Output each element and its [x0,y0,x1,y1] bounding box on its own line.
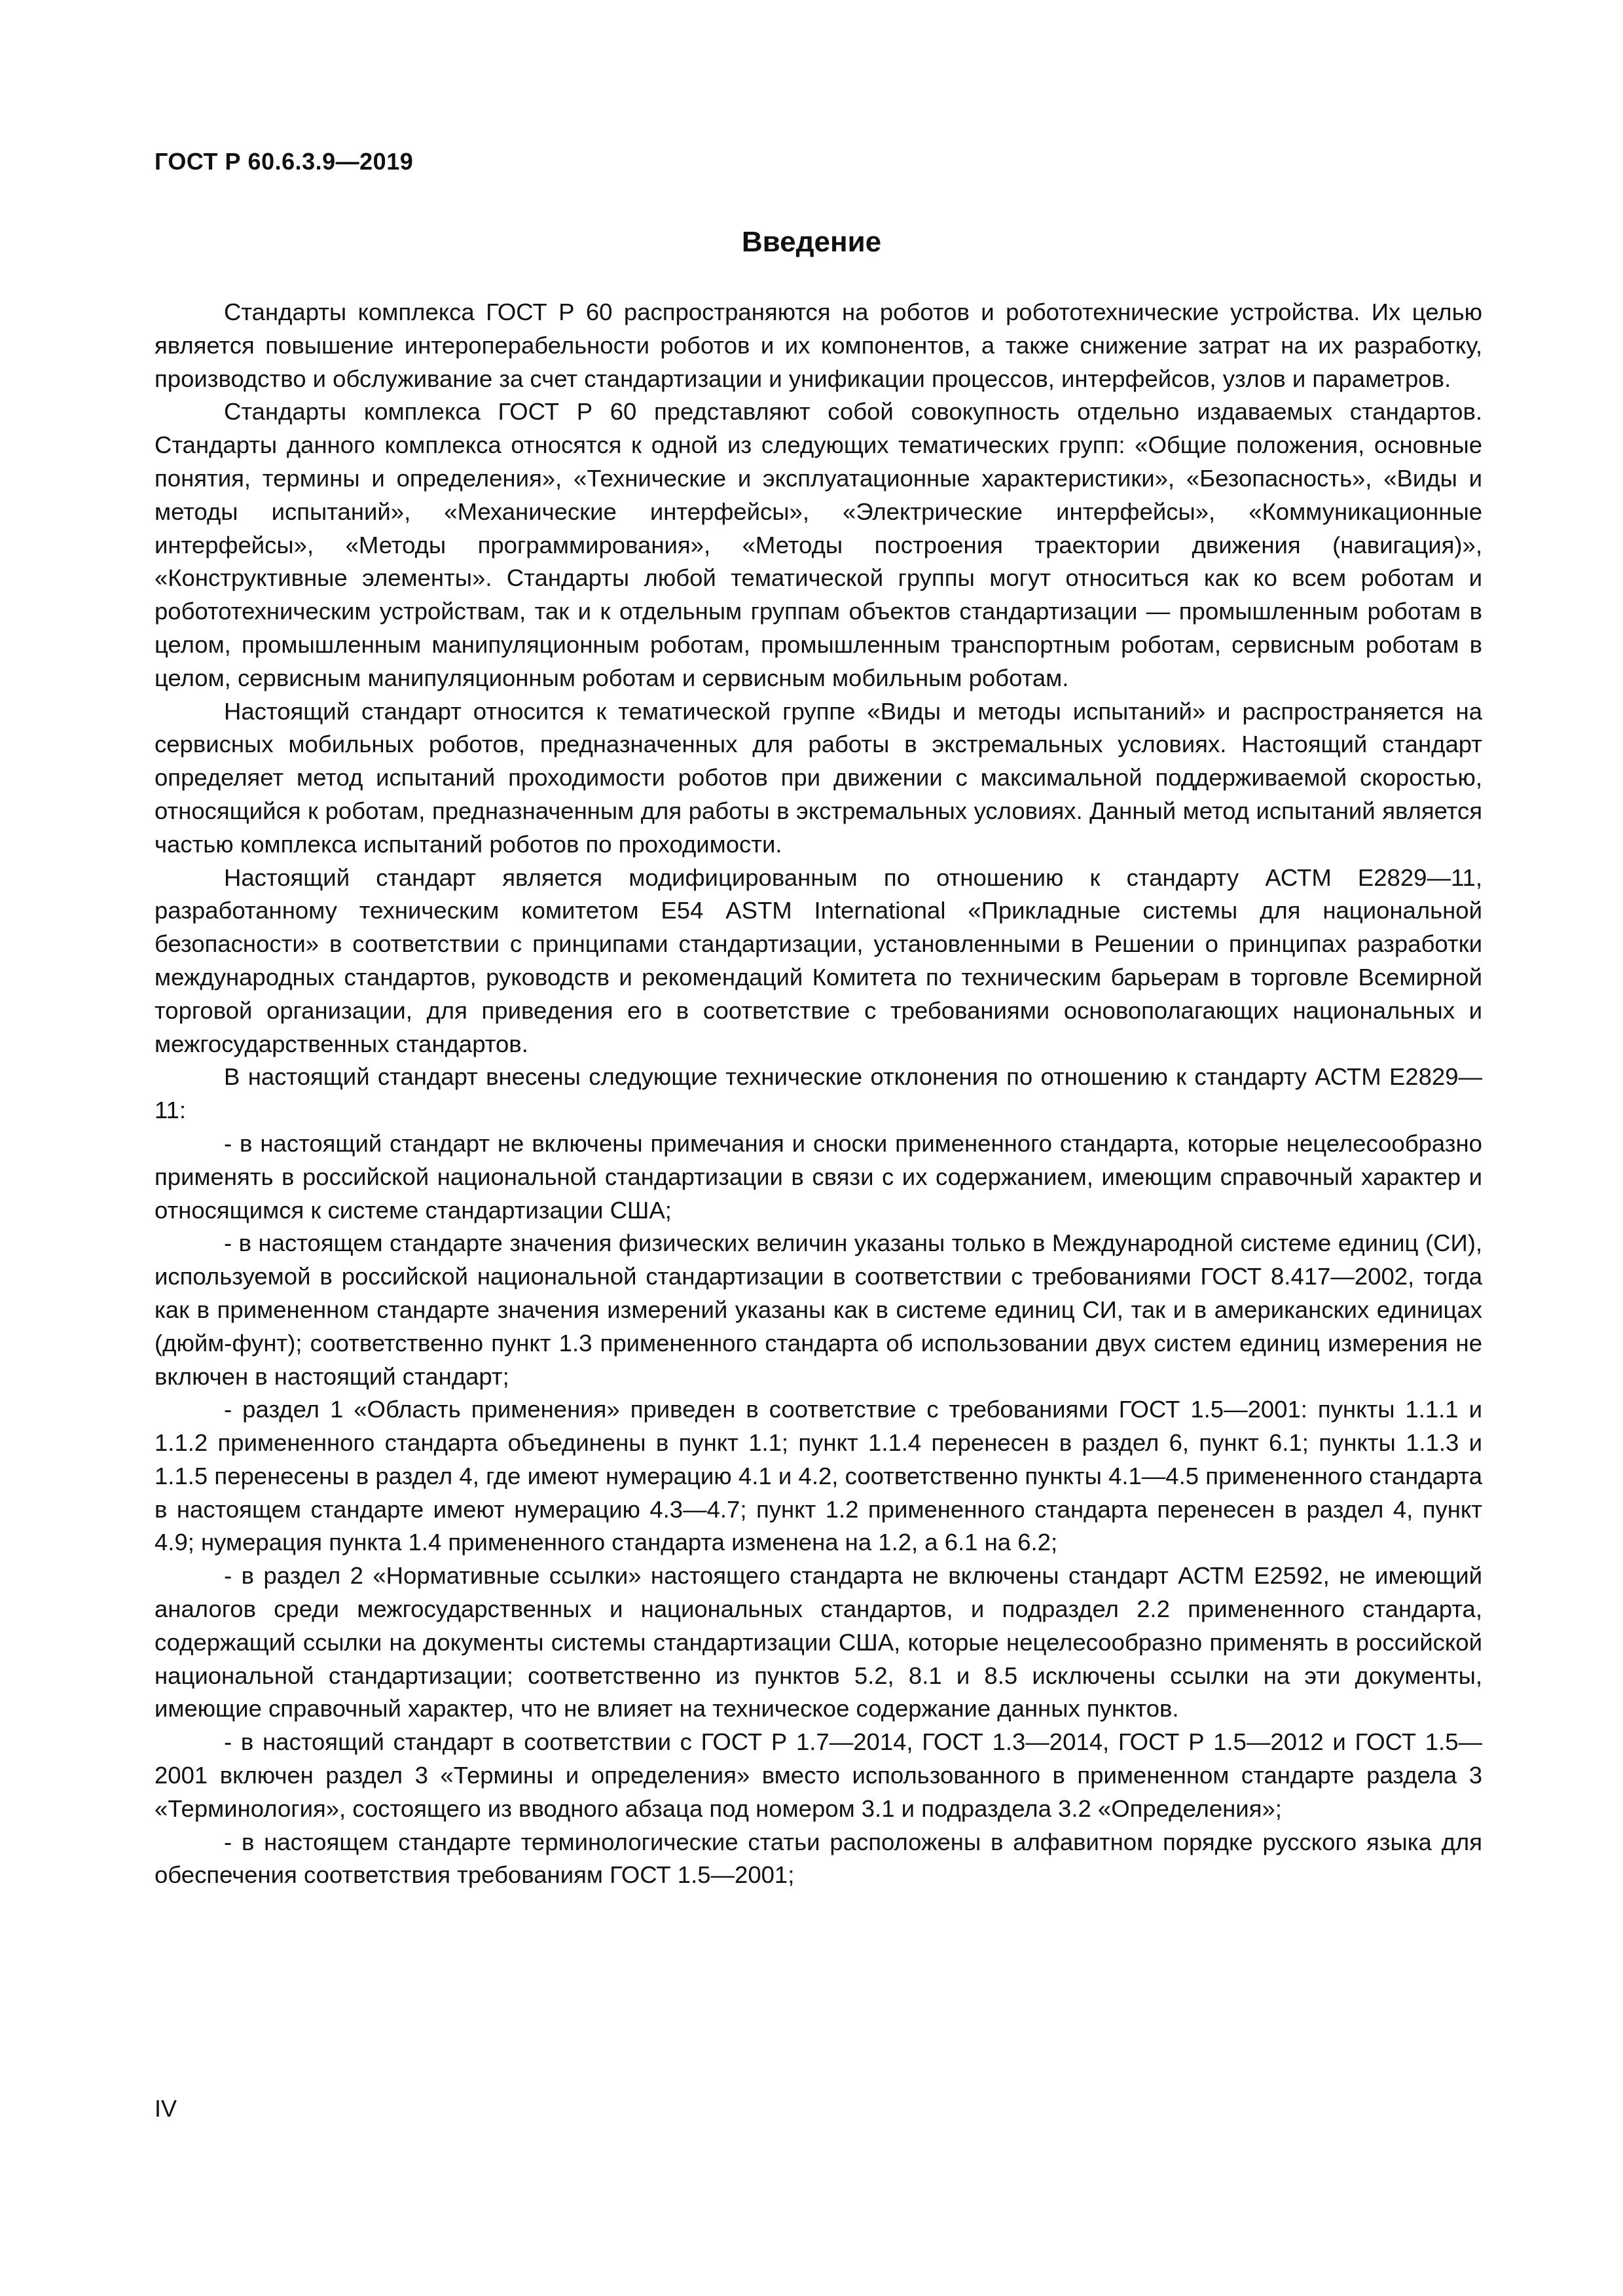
list-item: - в настоящем стандарте терминологические статьи расположены в алфавитном порядке русского языка для обеспечения соответствия требованиям ГОСТ 1.5—2001; [155,1828,1482,1889]
document-code: ГОСТ Р 60.6.3.9—2019 [155,148,414,175]
body-text [155,296,1482,1892]
list-item: - в настоящий стандарт не включены примечания и сноски примененного стандарта, которые нецелесообразно применять в российской национальной стандартизации в связи с их содержанием, имеющим справочный характер и относящимся к системе стандартизации США; [155,1129,1482,1224]
list-item: - в настоящий стандарт в соответствии с ГОСТ Р 1.7—2014, ГОСТ 1.3—2014, ГОСТ Р 1.5—2012 и ГОСТ 1.5—2001 включен раздел 3 «Термины и определения» вместо использованного в примененном стандарте раздела 3 «Терминология», состоящего из вводного абзаца под номером 3.1 и подраздела 3.2 «Определения»; [155,1728,1482,1822]
paragraph: В настоящий стандарт внесены следующие технические отклонения по отношению к стандарту АСТМ Е2829—11: [155,1063,1482,1124]
paragraph: Стандарты комплекса ГОСТ Р 60 представляют собой совокупность отдельно издаваемых стандартов. Стандарты данного комплекса относятся к одной из следующих тематических групп: «Общие положения, основные понятия, термины и определения», «Технические и эксплуатационные характеристики», «Безопасность», «Виды и методы испытаний», «Механические интерфейсы», «Электрические интерфейсы», «Коммуникационные интерфейсы», «Методы программирования», «Методы построения траектории движения (навигация)», «Конструктивные элементы». Стандарты любой тематической группы могут относиться как ко всем роботам и робототехническим устройствам, так и к отдельным группам объектов стандартизации — промышленным роботам в целом, промышленным манипуляционным роботам, промышленным транспортным роботам, сервисным роботам в целом, сервисным манипуляционным роботам и сервисным мобильным роботам. [155,398,1482,691]
list-item: - раздел 1 «Область применения» приведен в соответствие с требованиями ГОСТ 1.5—2001: пункты 1.1.1 и 1.1.2 примененного стандарта объединены в пункт 1.1; пункт 1.1.4 перенесен в раздел 6, пункт 6.1; пункты 1.1.3 и 1.1.5 перенесены в раздел 4, где имеют нумерацию 4.1 и 4.2, соответственно пункты 4.1—4.5 примененного стандарта в настоящем стандарте имеют нумерацию 4.3—4.7; пункт 1.2 примененного стандарта перенесен в раздел 4, пункт 4.9; нумерация пункта 1.4 примененного стандарта изменена на 1.2, а 6.1 на 6.2; [155,1396,1482,1556]
page-number: IV [155,2095,177,2122]
section-title: Введение [741,226,882,258]
list-item: - в раздел 2 «Нормативные ссылки» настоящего стандарта не включены стандарт АСТМ Е2592, не имеющий аналогов среди межгосударственных и национальных стандартов, и подраздел 2.2 примененного стандарта, содержащий ссылки на документы системы стандартизации США, которые нецелесообразно применять в российской национальной стандартизации; соответственно из пунктов 5.2, 8.1 и 8.5 исключены ссылки на эти документы, имеющие справочный характер, что не влияет на техническое содержание данных пунктов. [155,1562,1482,1722]
paragraph: Настоящий стандарт относится к тематической группе «Виды и методы испытаний» и распространяется на сервисных мобильных роботов, предназначенных для работы в экстремальных условиях. Настоящий стандарт определяет метод испытаний проходимости роботов при движении с максимальной поддерживаемой скоростью, относящийся к роботам, предназначенным для работы в экстремальных условиях. Данный метод испытаний является частью комплекса испытаний роботов по проходимости. [155,697,1482,858]
paragraph: Настоящий стандарт является модифицированным по отношению к стандарту АСТМ Е2829—11, разработанному техническим комитетом Е54 ASTM International «Прикладные системы для национальной безопасности» в соответствии с принципами стандартизации, установленными в Решении о принципах разработки международных стандартов, руководств и рекомендаций Комитета по техническим барьерам в торговле Всемирной торговой организации, для приведения его в соответствие с требованиями основополагающих национальных и межгосударственных стандартов. [155,864,1482,1057]
paragraph: Стандарты комплекса ГОСТ Р 60 распространяются на роботов и робототехнические устройства. Их целью является повышение интероперабельности роботов и их компонентов, а также снижение затрат на их разработку, производство и обслуживание за счет стандартизации и унификации процессов, интерфейсов, узлов и параметров. [155,299,1482,392]
list-item: - в настоящем стандарте значения физических величин указаны только в Международной системе единиц (СИ), используемой в российской национальной стандартизации в соответствии с требованиями ГОСТ 8.417—2002, тогда как в примененном стандарте значения измерений указаны как в системе единиц СИ, так и в американских единицах (дюйм-фунт); соответственно пункт 1.3 примененного стандарта об использовании двух систем единиц измерения не включен в настоящий стандарт; [155,1230,1482,1390]
